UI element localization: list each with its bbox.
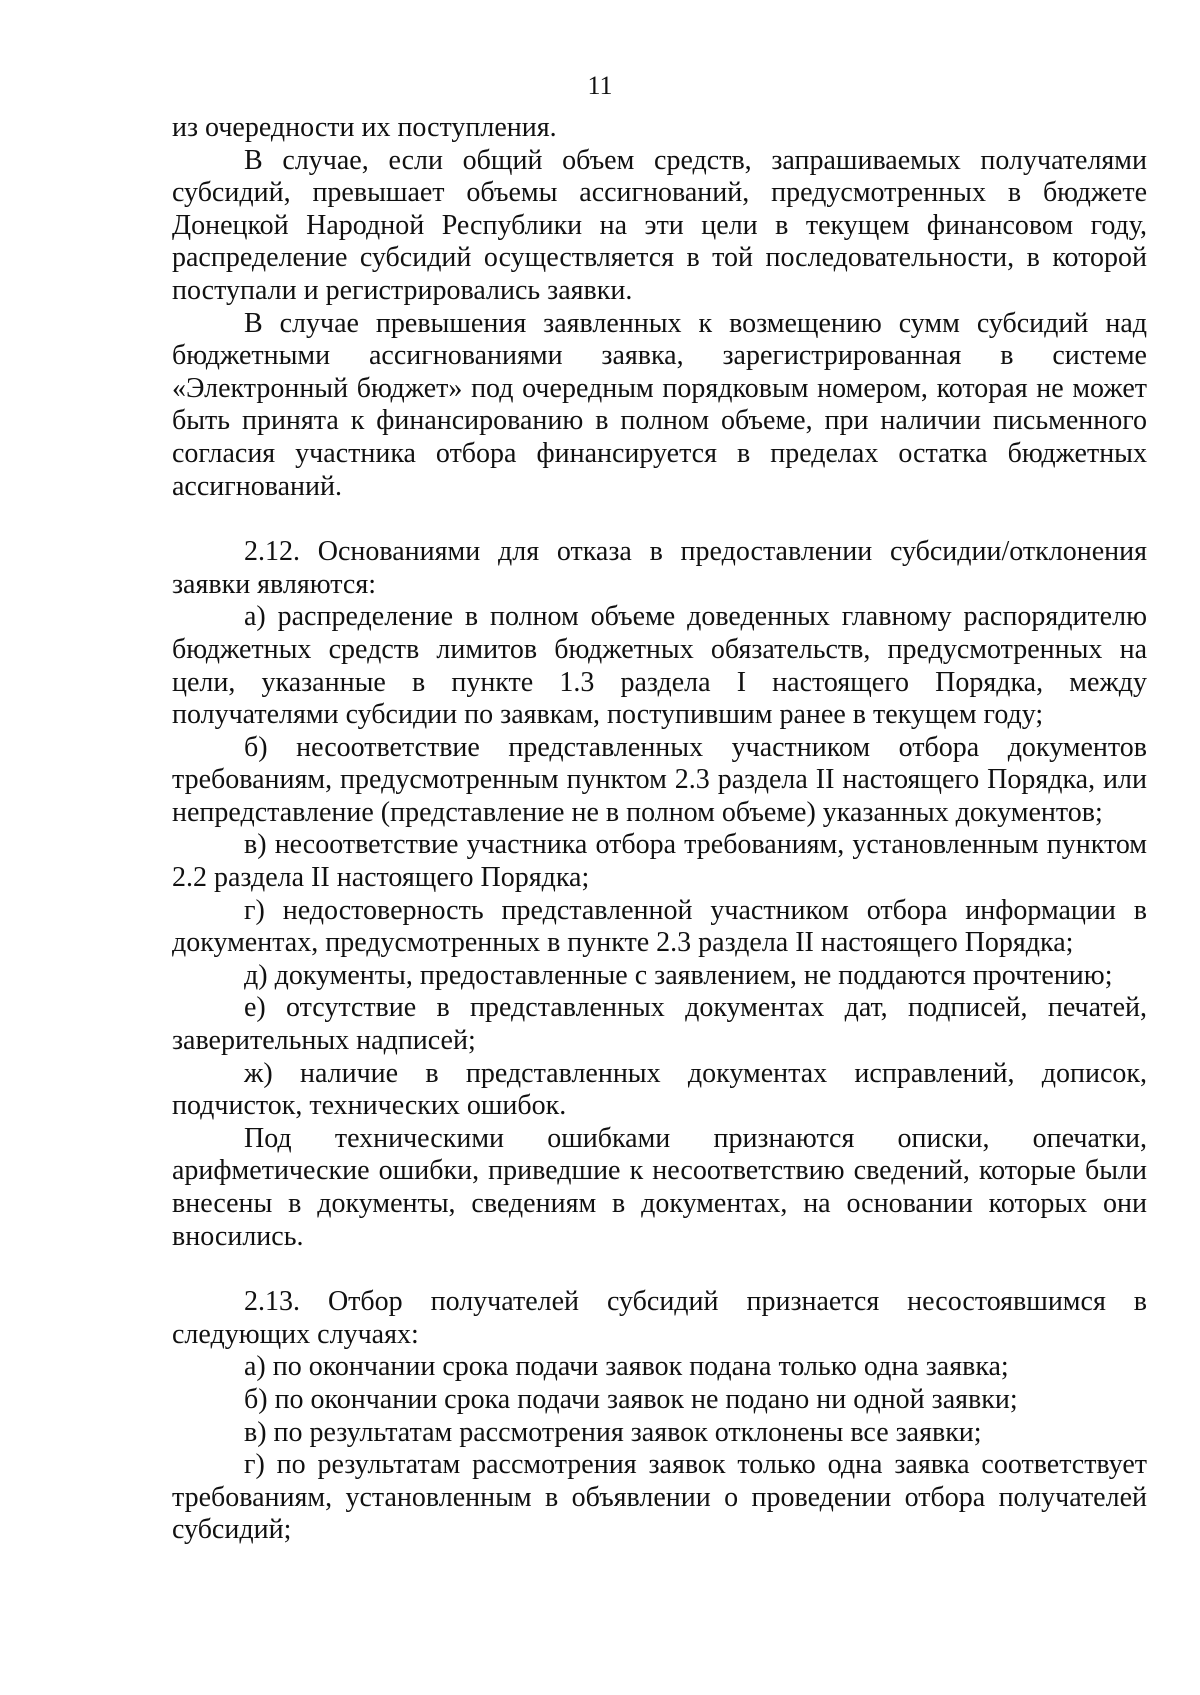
list-item-2-13-b: б) по окончании срока подачи заявок не подано ни одной заявки;: [244, 1383, 1018, 1415]
list-item-2-12-a: а) распределение в полном объеме доведенных главному распорядителю бюджетных средств лимитов бюджетных обязательств, предусмотренных на цели, указанные в пункте 1.3 раздела I настоящего Порядка, между получателями субсидии по заявкам, поступившим ранее в текущем году;: [172, 601, 1147, 731]
section-spacer: [172, 503, 1147, 536]
list-item-2-12-b: б) несоответствие представленных участником отбора документов требованиям, предусмотренным пунктом 2.3 раздела II настоящего Порядка, или непредставление (представление не в полном объеме) указанных документов;: [172, 731, 1147, 828]
list-item-2-13-g: г) по результатам рассмотрения заявок только одна заявка соответствует требованиям, установленным в объявлении о проведении отбора получателей субсидий;: [172, 1449, 1147, 1546]
paragraph-technical-errors: Под техническими ошибками признаются описки, опечатки, арифметические ошибки, приведшие к несоответствию сведений, которые были внесены в документы, сведениям в документах, на основании которых они вносились.: [172, 1122, 1147, 1252]
list-item-2-12-v: в) несоответствие участника отбора требованиям, установленным пунктом 2.2 раздела II настоящего Порядка;: [172, 829, 1147, 894]
section-2-13-heading: 2.13. Отбор получателей субсидий признается несостоявшимся в следующих случаях:: [172, 1286, 1147, 1350]
page-number: 11: [587, 71, 613, 100]
paragraph-budget-excess: В случае, если общий объем средств, запрашиваемых получателями субсидий, превышает объемы ассигнований, предусмотренных в бюджете Донецкой Народной Республики на эти цели в текущем финансовом году, распределение субсидий осуществляется в той последовательности, в которой поступали и регистрировались заявки.: [172, 144, 1147, 306]
list-item-2-13-a: а) по окончании срока подачи заявок подана только одна заявка;: [244, 1351, 1009, 1383]
section-spacer: [172, 1253, 1147, 1286]
list-item-2-12-d: д) документы, предоставленные с заявлением, не поддаются прочтению;: [244, 959, 1113, 991]
paragraph-partial-funding: В случае превышения заявленных к возмещению сумм субсидий над бюджетными ассигнованиями заявка, зарегистрированная в системе «Электронный бюджет» под очередным порядковым номером, которая не может быть принята к финансированию в полном объеме, при наличии письменного согласия участника отбора финансируется в пределах остатка бюджетных ассигнований.: [172, 307, 1147, 502]
list-item-2-12-g: г) недостоверность представленной участником отбора информации в документах, предусмотренных в пункте 2.3 раздела II настоящего Порядка;: [172, 894, 1147, 959]
list-item-2-12-zh: ж) наличие в представленных документах исправлений, дописок, подчисток, технических ошибок.: [172, 1057, 1147, 1122]
section-2-12-heading: 2.12. Основаниями для отказа в предоставлении субсидии/отклонения заявки являются:: [172, 536, 1147, 600]
list-item-2-12-e: е) отсутствие в представленных документах дат, подписей, печатей, заверительных надписей;: [172, 992, 1147, 1057]
document-body: [172, 112, 1147, 1547]
list-item-2-13-v: в) по результатам рассмотрения заявок отклонены все заявки;: [244, 1416, 982, 1448]
paragraph-continuation: из очередности их поступления.: [172, 112, 557, 143]
